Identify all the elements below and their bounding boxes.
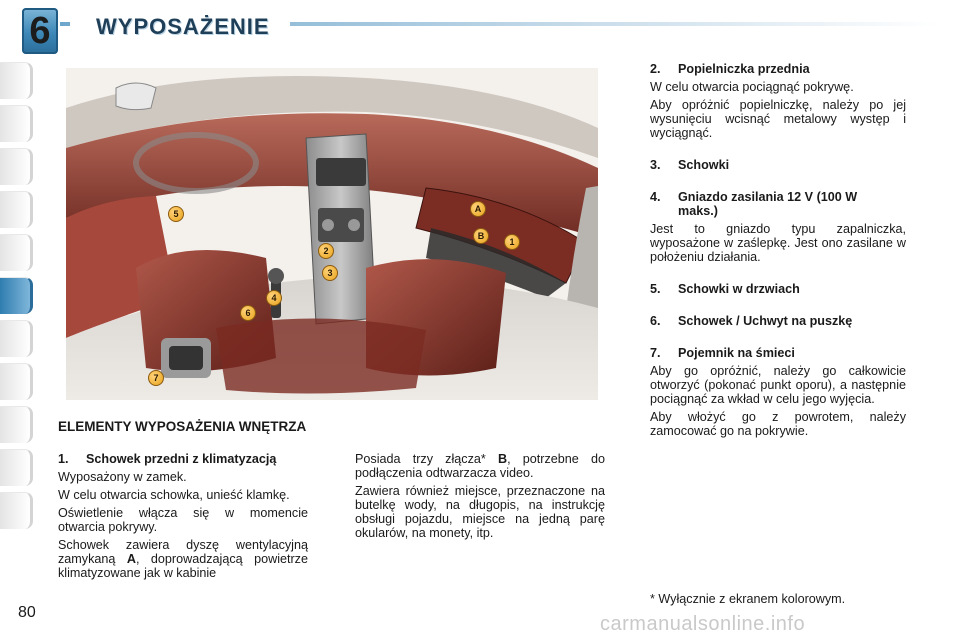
callout-4: 4 (266, 290, 282, 306)
chapter-tab (0, 492, 33, 529)
callout-6: 6 (240, 305, 256, 321)
item-heading (650, 62, 906, 76)
chapter-tab (0, 449, 33, 486)
item-heading (650, 190, 906, 218)
text-fragment: , doprowadzającą powietrze klimatyzowane jak w kabinie (58, 552, 308, 580)
item-number: 1. (58, 452, 69, 466)
chapter-tab (0, 320, 33, 357)
chapter-tab (0, 191, 33, 228)
item-title: Pojemnik na śmieci (678, 346, 795, 360)
callout-5: 5 (168, 206, 184, 222)
item-heading (58, 452, 308, 466)
item-number: 7. (650, 346, 661, 360)
text-fragment: Posiada trzy złącza* (355, 452, 486, 466)
spacer (650, 332, 906, 346)
callout-2: 2 (318, 243, 334, 259)
interior-illustration (66, 68, 598, 400)
chapter-tab (0, 363, 33, 400)
paragraph: Jest to gniazdo typu zapalniczka, wyposażone w zaślepkę. Jest ono zasilane w położeniu działania. (650, 222, 906, 264)
left-column (58, 452, 308, 584)
paragraph: Oświetlenie włącza się w momencie otwarcia pokrywy. (58, 506, 308, 534)
callout-7: 7 (148, 370, 164, 386)
bold-letter: B (497, 452, 508, 466)
callout-3: 3 (322, 265, 338, 281)
item-number: 3. (650, 158, 661, 172)
item-title: Schowki (678, 158, 730, 172)
watermark: carmanualsonline.info (600, 613, 806, 635)
item-heading (650, 346, 906, 360)
callout-a: A (470, 201, 486, 217)
middle-column (355, 452, 605, 544)
section-title: ELEMENTY WYPOSAŻENIA WNĘTRZA (58, 419, 307, 434)
paragraph: Aby opróżnić popielniczkę, należy po jej wysunięciu wcisnąć metalowy występ i wyciągnąć. (650, 98, 906, 140)
item-title: Schowek / Uchwyt na puszkę (678, 314, 853, 328)
item-number: 5. (650, 282, 661, 296)
chapter-tab (0, 406, 33, 443)
callout-1: 1 (504, 234, 520, 250)
chapter-badge (22, 8, 58, 54)
item-heading (650, 158, 906, 172)
page-title: WYPOSAŻENIE (96, 14, 270, 39)
spacer (650, 300, 906, 314)
page-number: 80 (18, 604, 36, 621)
paragraph: Aby włożyć go z powrotem, należy zamocować go na pokrywie. (650, 410, 906, 438)
chapter-tab (0, 148, 33, 185)
spacer (650, 268, 906, 282)
text-fragment: , potrzebne do podłączenia odtwarzacza video. (355, 452, 605, 480)
item-number: 4. (650, 190, 661, 204)
chapter-tab (0, 62, 33, 99)
item-heading (650, 314, 906, 328)
item-title: Schowki w drzwiach (678, 282, 800, 296)
footnote: * Wyłącznie z ekranem kolorowym. (650, 592, 846, 606)
chapter-tab (0, 105, 33, 142)
chapter-tab-active (0, 277, 33, 314)
right-column (650, 62, 906, 442)
item-number: 6. (650, 314, 661, 328)
text-fragment: Schowek zawiera dyszę wentylacyjną zamykaną (58, 538, 308, 566)
paragraph: Aby go opróżnić, należy go całkowicie otworzyć (pokonać punkt oporu), a następnie pociągnąć za wkład w celu jego wyjęcia. (650, 364, 906, 406)
interior-drawing (66, 68, 598, 400)
item-title: Schowek przedni z klimatyzacją (86, 452, 277, 466)
chapter-tab (0, 234, 33, 271)
chapter-tabs (0, 62, 34, 535)
spacer (650, 144, 906, 158)
bold-letter: A (126, 552, 136, 566)
chapter-number: 6 (29, 10, 51, 52)
paragraph (355, 452, 605, 480)
item-heading (650, 282, 906, 296)
paragraph (58, 538, 308, 580)
callout-b: B (473, 228, 489, 244)
spacer (650, 176, 906, 190)
paragraph: Zawiera również miejsce, przeznaczone na butelkę wody, na długopis, na instrukcję obsługi pojazdu, miejsce na jedną parę okularów, na monety, itp. (355, 484, 605, 540)
paragraph: Wyposażony w zamek. (58, 470, 187, 484)
paragraph: W celu otwarcia schowka, unieść klamkę. (58, 488, 290, 502)
paragraph: W celu otwarcia pociągnąć pokrywę. (650, 80, 854, 94)
item-title: Gniazdo zasilania 12 V (100 W maks.) (678, 190, 858, 218)
item-number: 2. (650, 62, 661, 76)
item-title: Popielniczka przednia (678, 62, 810, 76)
